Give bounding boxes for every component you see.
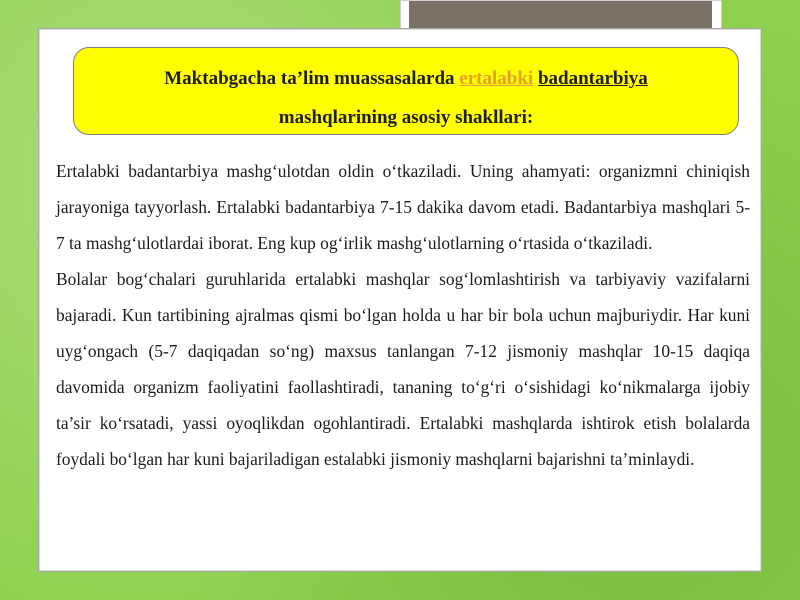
title-underlined-word: badantarbiya (537, 68, 648, 89)
title-line-1 (74, 59, 738, 98)
paragraph-2: Bolalar bog‘chalari guruhlarida ertalabki mashqlar sog‘lomlashtirish va tarbiyaviy vazifalarni bajaradi. Kun tartibining ajralmas qismi bo‘lgan holda u har bir bola uchun majburiydir. Har kuni uyg‘ongach (5-7 daqiqadan so‘ng) maxsus tanlangan 7-12 jismoniy mashqlar 10-15 daqiqa davomida organizm faoliyatini faollashtiradi, tananing to‘g‘ri o‘sishidagi ko‘nikmalarga ijobiy ta’sir ko‘rsatadi, yassi oyoqlikdan ogohlantiradi. Ertalabki mashqlarda ishtirok etish bolalarda foydali bo‘lgan har kuni bajariladigan estalabki jismoniy mashqlarni bajarishni ta’minlaydi. (56, 269, 750, 469)
paragraph-1: Ertalabki badantarbiya mashg‘ulotdan oldin o‘tkaziladi. Uning ahamyati: organizmni chiniqish jarayoniga tayyorlash. Ertalabki badantarbiya 7-15 dakika davom etadi. Badantarbiya mashqlari 5-7 ta mashg‘ulotlardai iborat. Eng kup og‘irlik mashg‘ulotlarning o‘rtasida o‘tkaziladi. (56, 161, 750, 253)
body-text (56, 153, 750, 477)
title-line-2: mashqlarining asosiy shakllari: (278, 107, 534, 128)
title-part-1: Maktabgacha ta’lim muassasalarda (164, 68, 460, 89)
title-box (73, 47, 739, 135)
title-highlight-word: ertalabki (459, 68, 534, 89)
